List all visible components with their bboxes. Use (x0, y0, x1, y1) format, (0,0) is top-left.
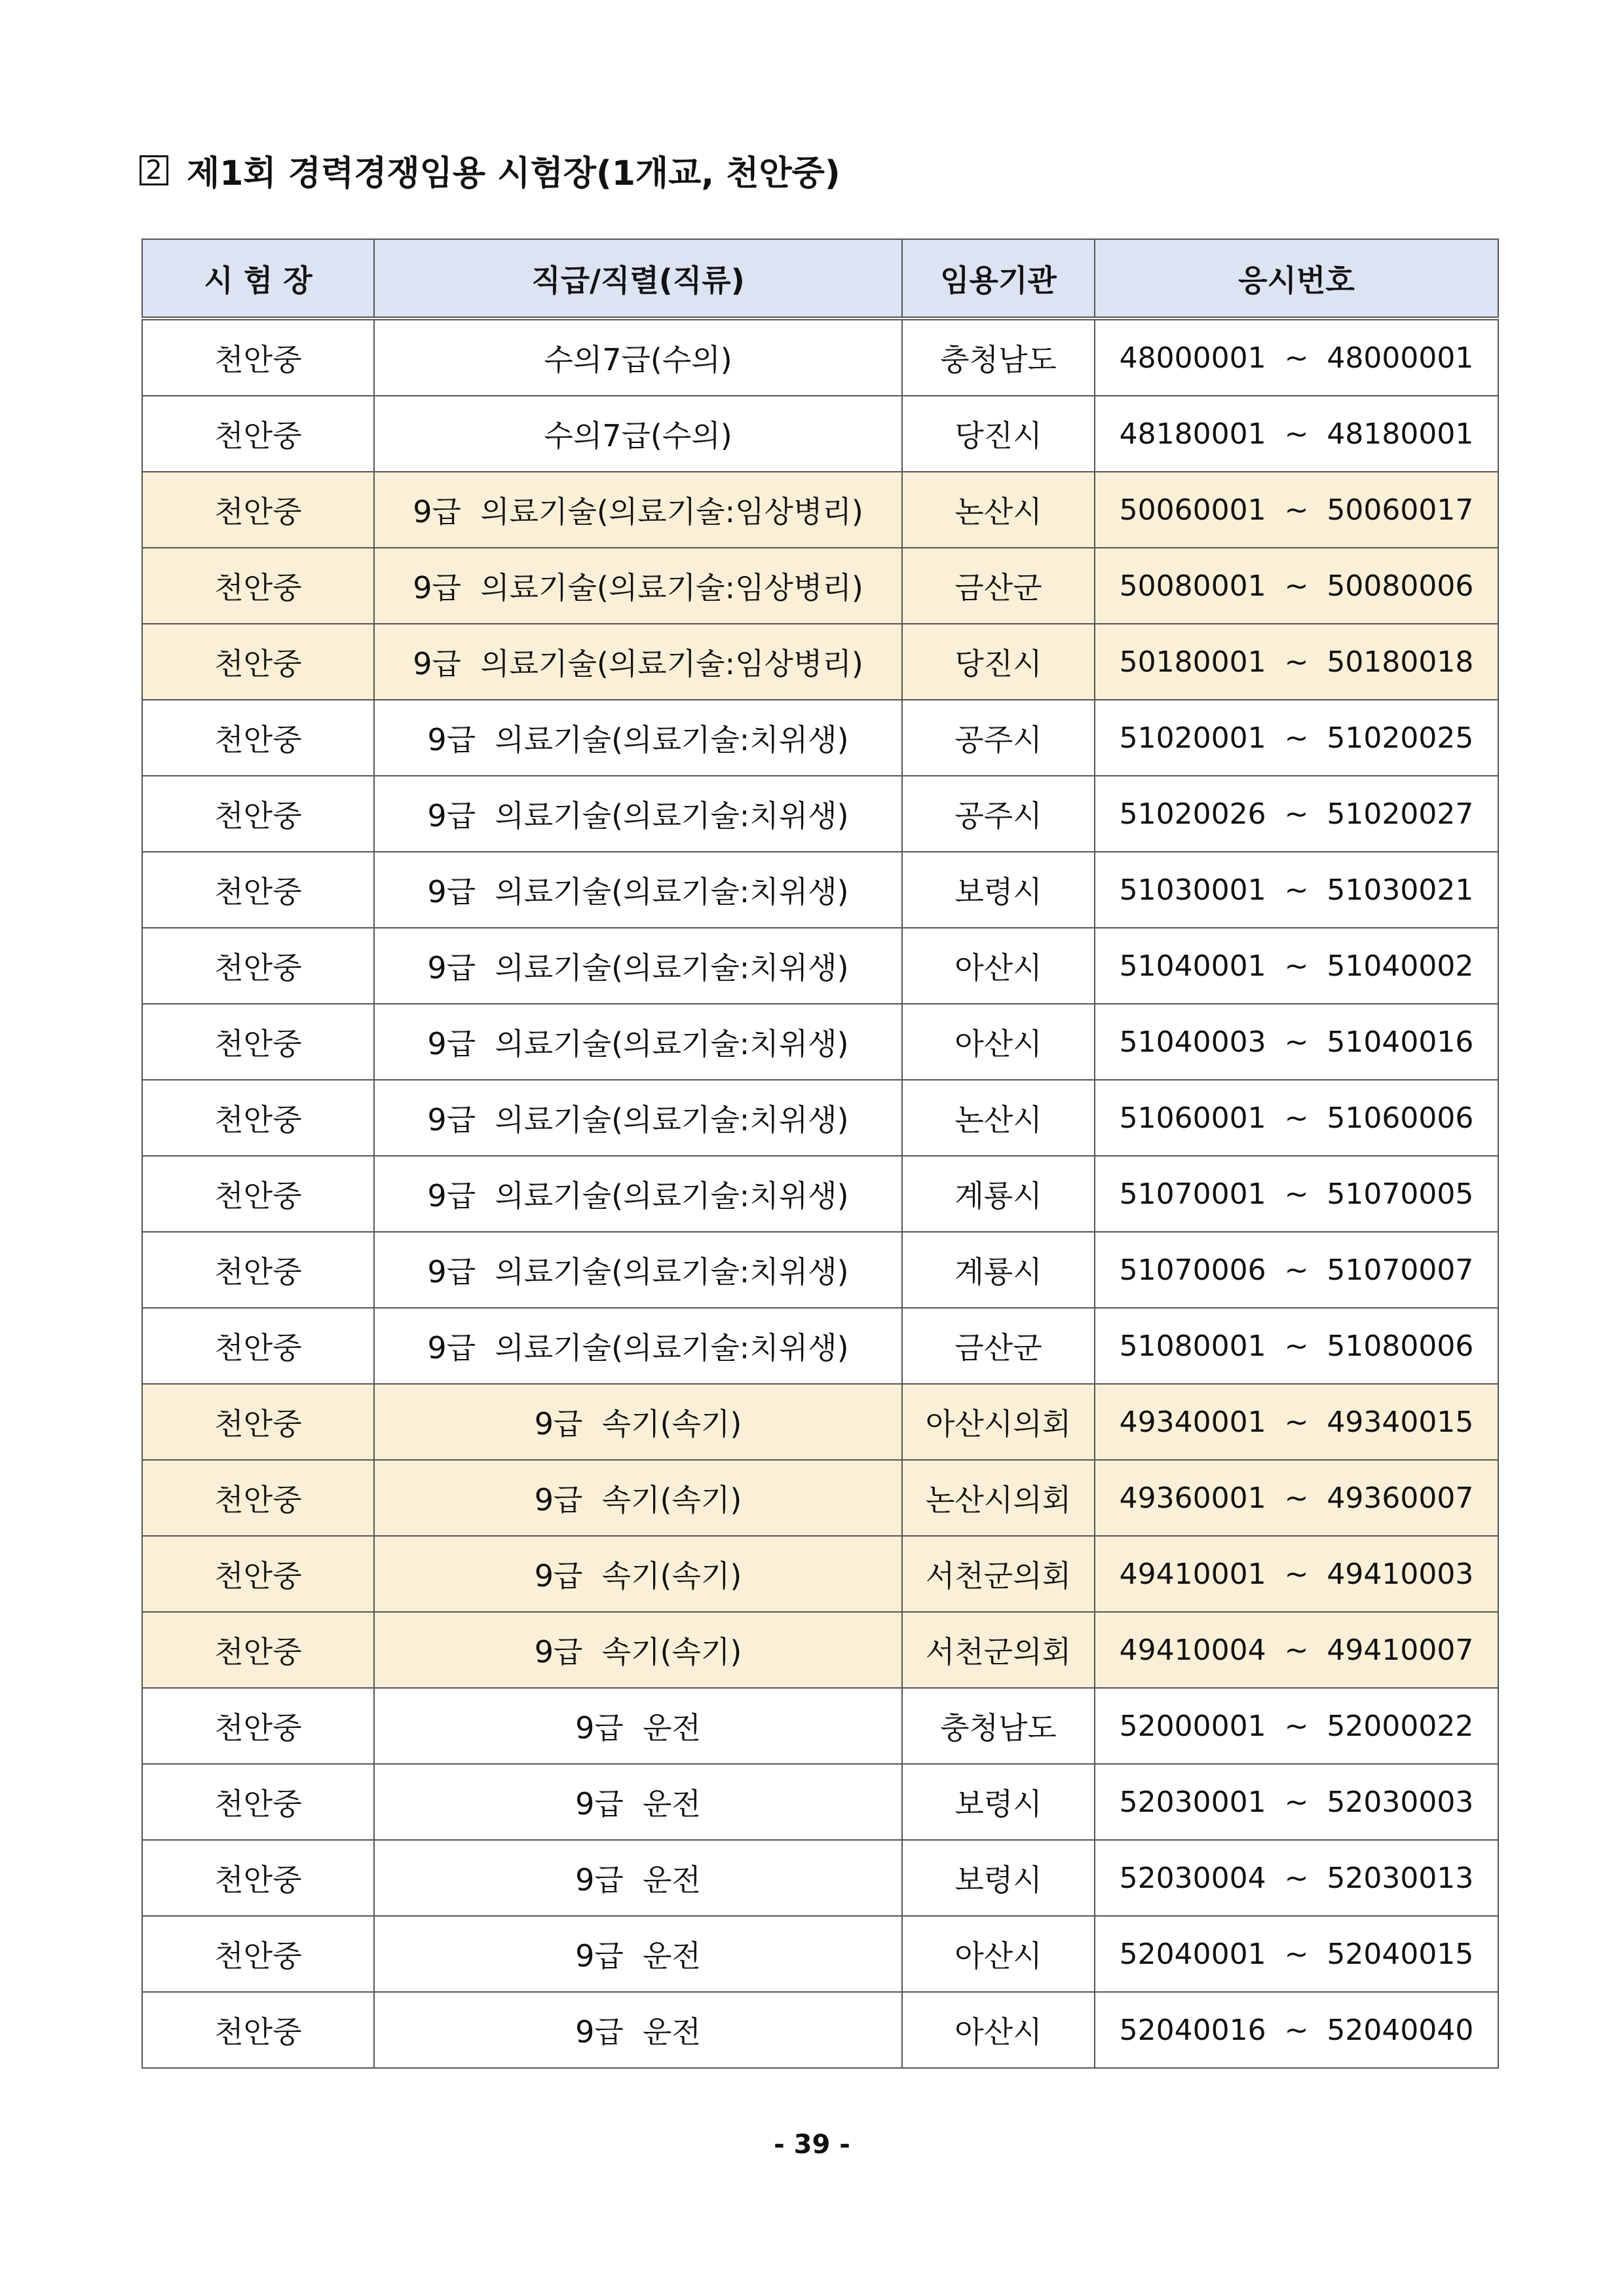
cell-grade: 수의7급(수의) (374, 318, 902, 396)
section-title: 제1회 경력경쟁임용 시험장(1개교, 천안중) (187, 154, 840, 193)
cell-exam-numbers: 50080001 ~ 50080006 (1095, 548, 1498, 624)
table-row (142, 1156, 1498, 1232)
exam-site-table (142, 239, 1499, 2069)
cell-site: 천안중 (142, 1232, 374, 1308)
cell-exam-numbers: 51060001 ~ 51060006 (1095, 1080, 1498, 1156)
table-row (142, 928, 1498, 1004)
cell-agency: 서천군의회 (902, 1536, 1095, 1612)
table-row (142, 1308, 1498, 1384)
cell-exam-numbers: 50060001 ~ 50060017 (1095, 472, 1498, 548)
cell-grade: 9급 의료기술(의료기술:치위생) (374, 1232, 902, 1308)
cell-site: 천안중 (142, 1840, 374, 1916)
cell-site: 천안중 (142, 472, 374, 548)
cell-site: 천안중 (142, 1156, 374, 1232)
cell-agency: 아산시의회 (902, 1384, 1095, 1460)
cell-grade: 9급 운전 (374, 1916, 902, 1992)
table-row (142, 1840, 1498, 1916)
column-header-site: 시 험 장 (142, 239, 374, 318)
cell-grade: 9급 의료기술(의료기술:치위생) (374, 1156, 902, 1232)
table-row (142, 852, 1498, 928)
table-row (142, 1004, 1498, 1080)
cell-grade: 9급 의료기술(의료기술:치위생) (374, 776, 902, 852)
cell-site: 천안중 (142, 1080, 374, 1156)
cell-site: 천안중 (142, 852, 374, 928)
cell-exam-numbers: 50180001 ~ 50180018 (1095, 624, 1498, 700)
cell-exam-numbers: 48000001 ~ 48000001 (1095, 318, 1498, 396)
cell-exam-numbers: 51020001 ~ 51020025 (1095, 700, 1498, 776)
cell-grade: 9급 의료기술(의료기술:치위생) (374, 700, 902, 776)
table-row (142, 1460, 1498, 1536)
cell-agency: 논산시의회 (902, 1460, 1095, 1536)
section-number-box: 2 (140, 155, 168, 185)
table-row (142, 1612, 1498, 1688)
cell-site: 천안중 (142, 700, 374, 776)
cell-site: 천안중 (142, 1384, 374, 1460)
cell-grade: 9급 의료기술(의료기술:치위생) (374, 928, 902, 1004)
cell-agency: 아산시 (902, 1004, 1095, 1080)
cell-exam-numbers: 52040016 ~ 52040040 (1095, 1992, 1498, 2068)
table-row (142, 1688, 1498, 1764)
cell-grade: 수의7급(수의) (374, 396, 902, 472)
cell-agency: 논산시 (902, 1080, 1095, 1156)
cell-exam-numbers: 51020026 ~ 51020027 (1095, 776, 1498, 852)
cell-exam-numbers: 51080001 ~ 51080006 (1095, 1308, 1498, 1384)
cell-grade: 9급 의료기술(의료기술:치위생) (374, 852, 902, 928)
cell-exam-numbers: 49410001 ~ 49410003 (1095, 1536, 1498, 1612)
cell-exam-numbers: 52040001 ~ 52040015 (1095, 1916, 1498, 1992)
cell-site: 천안중 (142, 928, 374, 1004)
table-row (142, 1080, 1498, 1156)
cell-agency: 계룡시 (902, 1156, 1095, 1232)
column-header-numbers: 응시번호 (1095, 239, 1498, 318)
table-row (142, 1536, 1498, 1612)
cell-grade: 9급 의료기술(의료기술:임상병리) (374, 624, 902, 700)
cell-grade: 9급 운전 (374, 1688, 902, 1764)
cell-agency: 충청남도 (902, 318, 1095, 396)
cell-agency: 공주시 (902, 776, 1095, 852)
cell-exam-numbers: 49360001 ~ 49360007 (1095, 1460, 1498, 1536)
cell-site: 천안중 (142, 318, 374, 396)
cell-grade: 9급 의료기술(의료기술:임상병리) (374, 472, 902, 548)
cell-agency: 계룡시 (902, 1232, 1095, 1308)
table-row (142, 1232, 1498, 1308)
cell-site: 천안중 (142, 1536, 374, 1612)
cell-exam-numbers: 52000001 ~ 52000022 (1095, 1688, 1498, 1764)
cell-exam-numbers: 51040001 ~ 51040002 (1095, 928, 1498, 1004)
cell-site: 천안중 (142, 1612, 374, 1688)
table-row (142, 396, 1498, 472)
cell-agency: 공주시 (902, 700, 1095, 776)
table-header-row (142, 239, 1498, 318)
cell-grade: 9급 속기(속기) (374, 1460, 902, 1536)
cell-exam-numbers: 52030004 ~ 52030013 (1095, 1840, 1498, 1916)
cell-agency: 아산시 (902, 1992, 1095, 2068)
cell-agency: 논산시 (902, 472, 1095, 548)
cell-exam-numbers: 51070001 ~ 51070005 (1095, 1156, 1498, 1232)
cell-site: 천안중 (142, 396, 374, 472)
cell-site: 천안중 (142, 1460, 374, 1536)
cell-site: 천안중 (142, 548, 374, 624)
cell-site: 천안중 (142, 1004, 374, 1080)
table-row (142, 700, 1498, 776)
table-row (142, 1384, 1498, 1460)
cell-agency: 금산군 (902, 548, 1095, 624)
cell-grade: 9급 운전 (374, 1840, 902, 1916)
table-row (142, 548, 1498, 624)
table-row (142, 318, 1498, 396)
cell-exam-numbers: 51030001 ~ 51030021 (1095, 852, 1498, 928)
cell-agency: 당진시 (902, 624, 1095, 700)
cell-agency: 보령시 (902, 852, 1095, 928)
cell-exam-numbers: 49340001 ~ 49340015 (1095, 1384, 1498, 1460)
cell-grade: 9급 운전 (374, 1764, 902, 1840)
cell-agency: 금산군 (902, 1308, 1095, 1384)
cell-exam-numbers: 48180001 ~ 48180001 (1095, 396, 1498, 472)
cell-grade: 9급 속기(속기) (374, 1384, 902, 1460)
cell-agency: 당진시 (902, 396, 1095, 472)
cell-site: 천안중 (142, 1916, 374, 1992)
table-row (142, 1916, 1498, 1992)
cell-site: 천안중 (142, 776, 374, 852)
cell-site: 천안중 (142, 1764, 374, 1840)
column-header-grade: 직급/직렬(직류) (374, 239, 902, 318)
cell-grade: 9급 의료기술(의료기술:치위생) (374, 1004, 902, 1080)
cell-exam-numbers: 52030001 ~ 52030003 (1095, 1764, 1498, 1840)
cell-grade: 9급 속기(속기) (374, 1612, 902, 1688)
page-number: - 39 - (774, 2130, 850, 2160)
table-row (142, 1764, 1498, 1840)
column-header-agency: 임용기관 (902, 239, 1095, 318)
cell-site: 천안중 (142, 1308, 374, 1384)
table-row (142, 1992, 1498, 2068)
section-heading (140, 145, 840, 195)
table-row (142, 472, 1498, 548)
cell-site: 천안중 (142, 624, 374, 700)
cell-agency: 충청남도 (902, 1688, 1095, 1764)
cell-exam-numbers: 51070006 ~ 51070007 (1095, 1232, 1498, 1308)
cell-exam-numbers: 49410004 ~ 49410007 (1095, 1612, 1498, 1688)
table-row (142, 776, 1498, 852)
cell-agency: 아산시 (902, 1916, 1095, 1992)
cell-grade: 9급 운전 (374, 1992, 902, 2068)
cell-grade: 9급 의료기술(의료기술:치위생) (374, 1080, 902, 1156)
cell-agency: 보령시 (902, 1840, 1095, 1916)
cell-agency: 서천군의회 (902, 1612, 1095, 1688)
cell-agency: 아산시 (902, 928, 1095, 1004)
cell-grade: 9급 의료기술(의료기술:치위생) (374, 1308, 902, 1384)
cell-agency: 보령시 (902, 1764, 1095, 1840)
cell-site: 천안중 (142, 1688, 374, 1764)
cell-site: 천안중 (142, 1992, 374, 2068)
cell-grade: 9급 의료기술(의료기술:임상병리) (374, 548, 902, 624)
table-row (142, 624, 1498, 700)
cell-exam-numbers: 51040003 ~ 51040016 (1095, 1004, 1498, 1080)
cell-grade: 9급 속기(속기) (374, 1536, 902, 1612)
